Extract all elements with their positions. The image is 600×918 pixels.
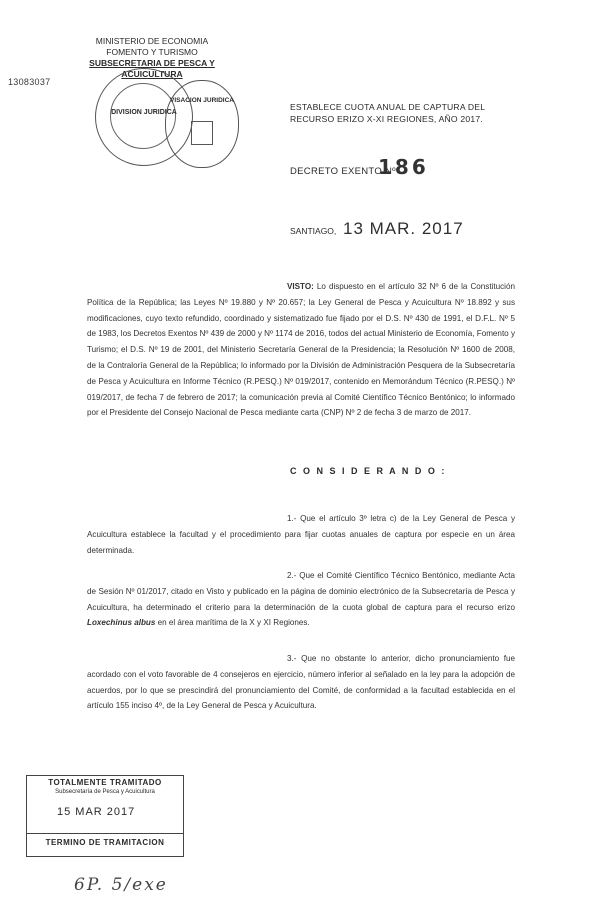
decree-number: 186 <box>378 155 429 179</box>
seal-text-visacion: VISACION JURIDICA <box>170 97 234 104</box>
stamp-divider <box>27 833 183 834</box>
seal-emblem-icon <box>191 121 213 145</box>
stamp-status-label: TOTALMENTE TRAMITADO <box>48 778 162 787</box>
visto-paragraph <box>87 279 515 421</box>
visto-text: Lo dispuesto en el artículo 32 Nº 6 de la Constitución Política de la República; las Leyes Nº 19.880 y Nº 20.657; la Ley General de Pesca y Acuicultura Nº 18.892 y sus modificaciones, cuyo texto refundido, coordinado y sistematizado fue fijado por el D.S. Nº 430 de 1991, el D.F.L. Nº 5 de 1983, los Decretos Exentos Nº 439 de 2000 y Nº 1174 de 2016, todos del actual Ministerio de Economía, Fomento y Turismo; el D.S. Nº 19 de 2001, del Ministerio Secretaría General de la Presidencia; la Resolución Nº 1600 de 2008, de la Contraloría General de la República; lo informado por la División de Administración Pesquera de la Subsecretaría de Pesca y Acuicultura en Informe Técnico (R.PESQ.) Nº 019/2017, contenido en Memorándum Técnico (R.PESQ.) Nº 019/2017, de fecha 7 de febrero de 2017; la comunicación previa al Comité Científico Técnico Bentónico; lo informado por el Presidente del Consejo Nacional de Pesca mediante carta (CNP) Nº 2 de fecha 3 de marzo de 2017. <box>87 282 515 418</box>
considerando-item-2-end: en el área marítima de la X y XI Regiones. <box>155 618 310 628</box>
stamp-date: 15 MAR 2017 <box>57 806 136 818</box>
considerando-item-3: 3.- Que no obstante lo anterior, dicho pronunciamiento fue acordado con el voto favorable de 4 consejeros en ejercicio, número inferior al señalado en la ley para la adopción de acuerdos, por lo que se prescindirá del pronunciamiento del Comité, de conformidad a la facultad establecida en el artículo 155 inciso 4º, de la Ley General de Pesca y Acuicultura. <box>87 654 515 711</box>
document-code: 13083037 <box>8 77 51 87</box>
considerando-heading: C O N S I D E R A N D O : <box>290 466 447 476</box>
visto-label: VISTO: <box>287 282 314 291</box>
considerando-item-1: 1.- Que el artículo 3º letra c) de la Ley General de Pesca y Acuicultura establece la facultad y el procedimiento para fijar cuotas anuales de captura por especie en un área determinada. <box>87 514 515 555</box>
place-label: SANTIAGO, <box>290 226 337 236</box>
date-stamp: 13 MAR. 2017 <box>343 219 464 238</box>
species-name: Loxechinus albus <box>87 618 156 628</box>
considerando-item-2-text: 2.- Que el Comité Científico Técnico Bentónico, mediante Acta de Sesión Nº 01/2017, citado en Visto y publicado en la página de dominio electrónico de la Subsecretaría de Pesca y Acuicultura, ha determinado el criterio para la determinación de la cuota global de captura para el recurso erizo <box>87 571 515 612</box>
seal-text-division: DIVISION JURIDICA <box>111 109 177 116</box>
visacion-juridica-seal <box>165 80 239 168</box>
decree-title: ESTABLECE CUOTA ANUAL DE CAPTURA DEL RECURSO ERIZO X-XI REGIONES, AÑO 2017. <box>290 102 485 124</box>
tramitacion-stamp <box>26 775 184 857</box>
letterhead-line-subsecretaria: SUBSECRETARIA DE PESCA Y ACUICULTURA <box>89 58 215 79</box>
stamp-office-label: Subsecretaría de Pesca y Acuicultura <box>55 789 155 795</box>
stamp-termino-label: TERMINO DE TRAMITACION <box>45 838 165 847</box>
decree-label: DECRETO EXENTO Nº <box>290 166 396 177</box>
considerando-item-2 <box>87 568 515 631</box>
letterhead-line-ministry: MINISTERIO DE ECONOMIA <box>95 36 209 46</box>
letterhead-line-fomento: FOMENTO Y TURISMO <box>106 47 198 57</box>
handwritten-note: 6P. 5/exe <box>74 875 168 895</box>
